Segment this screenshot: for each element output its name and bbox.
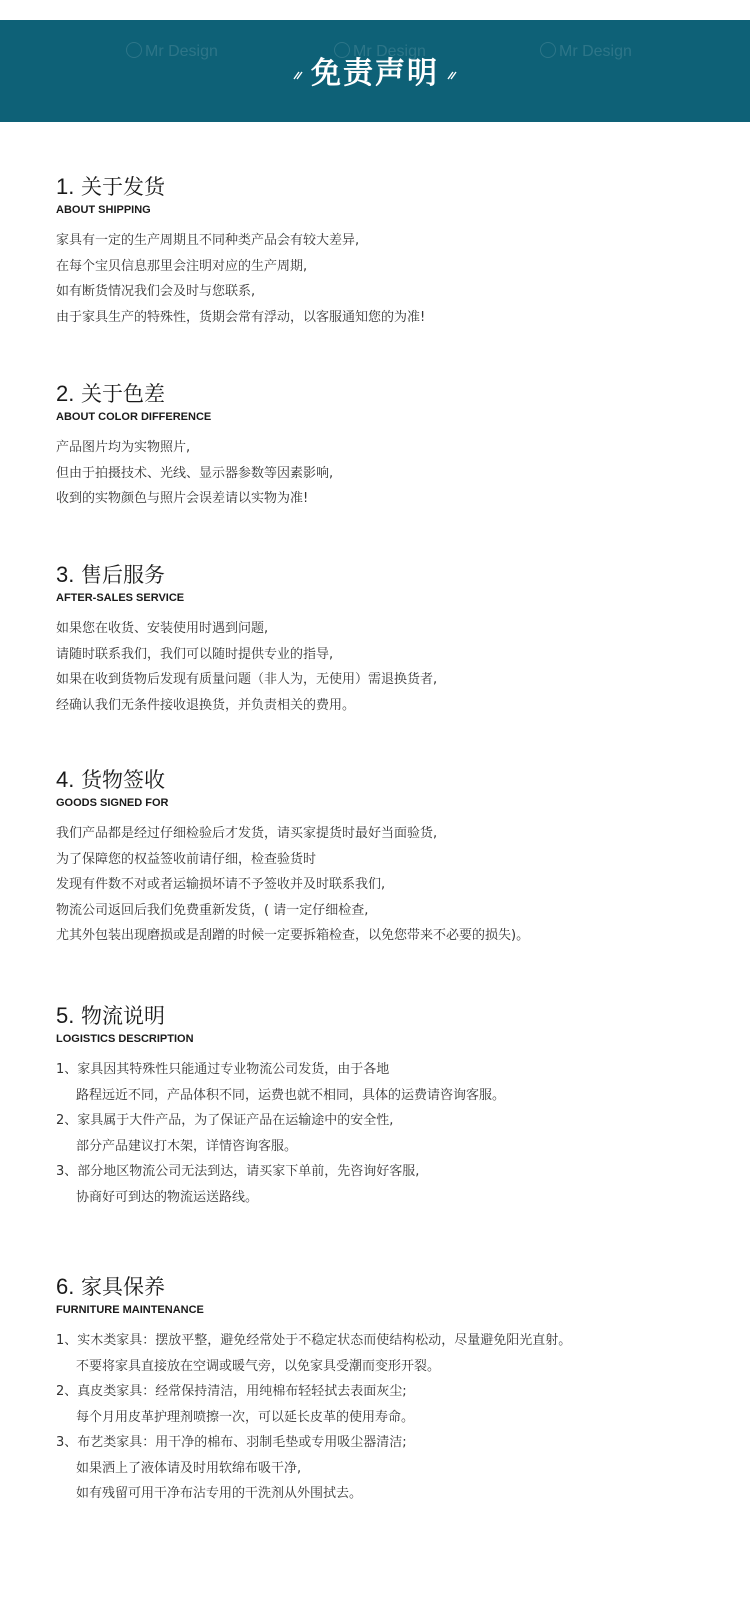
body-line: 家具有一定的生产周期且不同种类产品会有较大差异, [56, 233, 360, 248]
section-subtitle: LOGISTICS DESCRIPTION [56, 1033, 194, 1045]
body-line: 物流公司返回后我们免费重新发货，( 请一定仔细检查, [56, 902, 369, 918]
section-goods-signed [56, 766, 736, 949]
list-item-line: 3、布艺类家具：用干净的棉布、羽制毛垫或专用吸尘器清洁; [56, 1435, 407, 1450]
body-line: 但由于拍摄技术、光线、显示器参数等因素影响, [56, 465, 334, 481]
section-number: 3. [56, 562, 75, 587]
section-body [56, 1328, 736, 1507]
body-line: 发现有件数不对或者运输损坏请不予签收并及时联系我们, [56, 877, 386, 892]
body-line: 收到的实物颜色与照片会误差请以实物为准! [56, 491, 309, 506]
section-title: 物流说明 [81, 1004, 166, 1028]
body-line: 尤其外包装出现磨损或是刮蹭的时候一定要拆箱检查，以免您带来不必要的损失)。 [56, 928, 530, 943]
list-item-line: 1、实木类家具：摆放平整，避免经常处于不稳定状态而使结构松动，尽量避免阳光直射。 [56, 1333, 572, 1348]
watermark-text: Mr Design [353, 43, 426, 60]
list-item-line: 2、真皮类家具：经常保持清洁，用纯棉布轻轻拭去表面灰尘; [56, 1384, 407, 1399]
header-banner [0, 20, 750, 122]
list-item-continuation: 路程远近不同，产品体积不同，运费也就不相同，具体的运费请咨询客服。 [76, 1087, 506, 1103]
list-item-continuation: 部分产品建议打木架，详情咨询客服。 [76, 1138, 298, 1154]
section-logistics [56, 1002, 736, 1210]
body-line: 如有断货情况我们会及时与您联系, [56, 284, 256, 299]
section-after-sales [56, 561, 736, 718]
watermark-text: Mr Design [559, 43, 632, 60]
list-item-continuation: 如有残留可用干净布沾专用的干洗剂从外围拭去。 [76, 1486, 363, 1501]
section-number: 1. [56, 174, 75, 199]
section-subtitle: AFTER-SALES SERVICE [56, 592, 185, 604]
section-heading [56, 766, 736, 794]
section-heading [56, 1002, 736, 1030]
section-subtitle: FURNITURE MAINTENANCE [56, 1304, 204, 1316]
double-slash-right-icon [447, 68, 457, 80]
list-item-continuation: 不要将家具直接放在空调或暖气旁，以免家具受潮而变形开裂。 [76, 1358, 441, 1374]
section-title: 售后服务 [81, 563, 166, 587]
section-title: 关于发货 [81, 175, 166, 199]
body-line: 由于家具生产的特殊性，货期会常有浮动，以客服通知您的为准! [56, 309, 426, 325]
list-item-line: 1、家具因其特殊性只能通过专业物流公司发货，由于各地 [56, 1062, 390, 1077]
banner-title-group [0, 48, 750, 92]
section-number: 2. [56, 381, 75, 406]
body-line: 请随时联系我们，我们可以随时提供专业的指导, [56, 646, 334, 662]
section-title: 货物签收 [81, 768, 166, 792]
body-line: 如果您在收货、安装使用时遇到问题, [56, 621, 269, 636]
section-number: 5. [56, 1003, 75, 1028]
section-body [56, 821, 736, 949]
list-item-continuation: 每个月用皮革护理剂喷擦一次，可以延长皮革的使用寿命。 [76, 1409, 415, 1425]
body-line: 为了保障您的权益签收前请仔细，检查验货时 [56, 851, 317, 867]
body-line: 在每个宝贝信息那里会注明对应的生产周期, [56, 258, 308, 274]
section-subtitle: GOODS SIGNED FOR [56, 797, 169, 809]
double-slash-left-icon [293, 68, 303, 80]
section-number: 6. [56, 1274, 75, 1299]
section-heading [56, 380, 736, 408]
section-number: 4. [56, 767, 75, 792]
list-item-continuation: 协商好可到达的物流运送路线。 [76, 1189, 259, 1205]
section-body [56, 435, 736, 512]
body-line: 如果在收到货物后发现有质量问题（非人为，无使用）需退换货者, [56, 672, 438, 687]
section-subtitle: ABOUT COLOR DIFFERENCE [56, 411, 212, 423]
section-heading [56, 561, 736, 589]
section-body [56, 616, 736, 718]
section-body [56, 228, 736, 330]
list-item-line: 2、家具属于大件产品，为了保证产品在运输途中的安全性, [56, 1113, 394, 1128]
section-title: 关于色差 [81, 382, 166, 406]
section-heading [56, 1273, 736, 1301]
section-body [56, 1057, 736, 1210]
section-color-difference [56, 380, 736, 512]
body-line: 我们产品都是经过仔细检验后才发货，请买家提货时最好当面验货, [56, 826, 438, 841]
section-subtitle: ABOUT SHIPPING [56, 204, 151, 216]
body-line: 经确认我们无条件接收退换货，并负责相关的费用。 [56, 697, 356, 713]
section-heading [56, 173, 736, 201]
body-line: 产品图片均为实物照片, [56, 440, 191, 455]
list-item-line: 3、部分地区物流公司无法到达，请买家下单前，先咨询好客服, [56, 1164, 420, 1179]
section-title: 家具保养 [81, 1275, 166, 1299]
section-shipping [56, 173, 736, 330]
list-item-continuation: 如果洒上了液体请及时用软绵布吸干净, [76, 1460, 302, 1476]
section-furniture-maintenance [56, 1273, 736, 1507]
watermark-text: Mr Design [145, 43, 218, 60]
page-title: 免责声明 [311, 56, 439, 91]
